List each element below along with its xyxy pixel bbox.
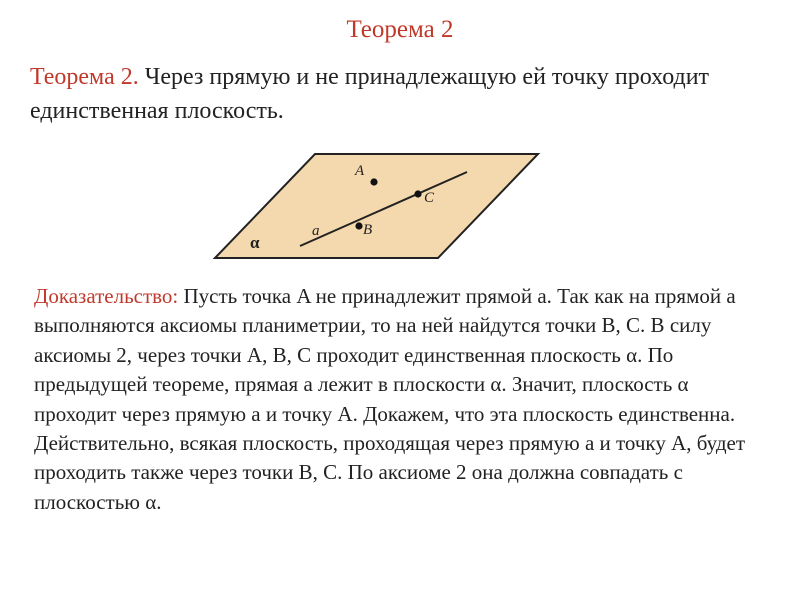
line-label: a <box>312 223 320 239</box>
theorem-statement <box>30 60 790 128</box>
proof-block <box>34 282 774 517</box>
proof-text: Пусть точка A не принадлежит прямой a. Так как на прямой a выполняются аксиомы планиметрии, то на ней найдутся точки B, C. В силу аксиомы 2, через точки A, B, C проходит единственная плоскость α. По предыдущей теореме, прямая a лежит в плоскости α. Значит, плоскость α проходит через прямую a и точку A. Докажем, что эта плоскость единственна. Действительно, всякая плоскость, проходящая через прямую a и точку A, будет проходить также через точки B, C. По аксиоме 2 она должна совпадать с плоскостью α. <box>34 284 745 514</box>
plane-figure <box>205 150 550 265</box>
point-b-label: B <box>363 222 373 238</box>
theorem-label: Теорема 2. <box>30 64 139 90</box>
slide-title: Теорема 2 <box>346 16 454 43</box>
point-c <box>414 190 421 197</box>
point-a <box>370 178 377 185</box>
point-a-label: A <box>355 163 365 179</box>
point-c-label: C <box>424 190 435 206</box>
plane-label: α <box>250 233 260 252</box>
plane-alpha <box>215 154 538 258</box>
theorem-text: Через прямую и не принадлежащую ей точку проходит единственная плоскость. <box>30 64 710 124</box>
proof-label: Доказательство: <box>34 284 179 308</box>
point-b <box>355 222 362 229</box>
proof-paragraph <box>34 282 774 517</box>
